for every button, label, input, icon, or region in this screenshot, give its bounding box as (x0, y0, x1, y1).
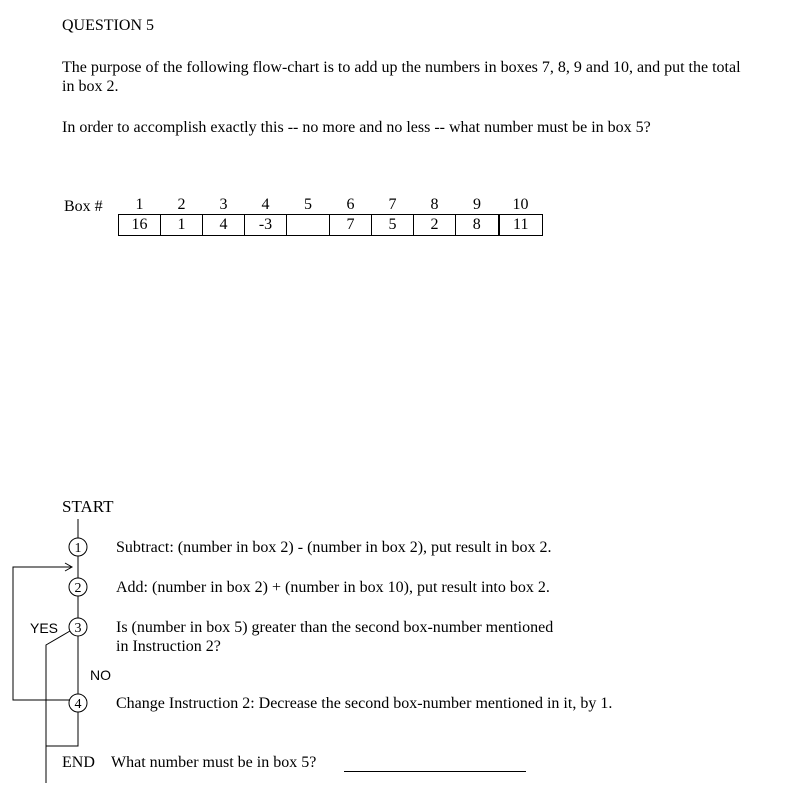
instruction-3 (116, 618, 553, 656)
box-value-cell: 7 (330, 215, 372, 236)
box-number: 7 (388, 196, 397, 213)
box-value-cell: 11 (499, 215, 543, 236)
instruction-3-line-2: in Instruction 2? (116, 638, 221, 655)
instruction-3-line-1: Is (number in box 5) greater than the second box-number mentioned (116, 619, 554, 636)
instruction-2: Add: (number in box 2) + (number in box 10), put result into box 2. (116, 579, 550, 596)
question-paragraph-ask: In order to accomplish exactly this -- no more and no less -- what number must be in box 5? (62, 119, 651, 136)
instruction-4: Change Instruction 2: Decrease the second box-number mentioned in it, by 1. (116, 695, 613, 712)
flowchart-start: START (62, 497, 114, 516)
box-value-cell: 1 (161, 215, 203, 236)
yes-label: YES (30, 620, 59, 636)
box-value-cell: 2 (414, 215, 456, 236)
step-number: 3 (74, 621, 82, 636)
step-number: 1 (74, 541, 82, 556)
flowchart-end: END (62, 754, 95, 771)
box-value-cell: 8 (456, 215, 499, 236)
step-number: 4 (74, 697, 82, 712)
box-number: 6 (346, 196, 355, 213)
box-value-cell: 5 (372, 215, 414, 236)
box-value-cell: 16 (119, 215, 161, 236)
question-title: QUESTION 5 (62, 17, 154, 34)
box-number: 9 (473, 196, 481, 213)
box-value-cell: -3 (245, 215, 287, 236)
box-number: 2 (177, 196, 186, 213)
box-number: 5 (304, 196, 312, 213)
flow-end-line (46, 731, 78, 746)
box-number: 10 (512, 196, 529, 213)
step-circle-3 (69, 618, 87, 636)
question-paragraph-purpose: The purpose of the following flow-chart is to add up the numbers in boxes 7, 8, 9 and 10, and put the total in box 2. (62, 59, 741, 95)
box-value-cell: 4 (203, 215, 245, 236)
end-question: What number must be in box 5? (111, 754, 317, 771)
answer-blank[interactable] (344, 771, 526, 772)
step-circle-2 (69, 578, 87, 596)
box-number: 1 (135, 196, 144, 213)
box-number-label: Box # (64, 198, 103, 215)
instruction-1: Subtract: (number in box 2) - (number in box 2), put result in box 2. (116, 539, 552, 556)
no-label: NO (90, 667, 111, 683)
box-number: 3 (219, 196, 228, 213)
step-circle-1 (69, 538, 87, 556)
step-number: 2 (74, 581, 82, 596)
step-circle-4 (69, 694, 87, 712)
box-number: 4 (261, 196, 270, 213)
box-number: 8 (430, 196, 439, 213)
